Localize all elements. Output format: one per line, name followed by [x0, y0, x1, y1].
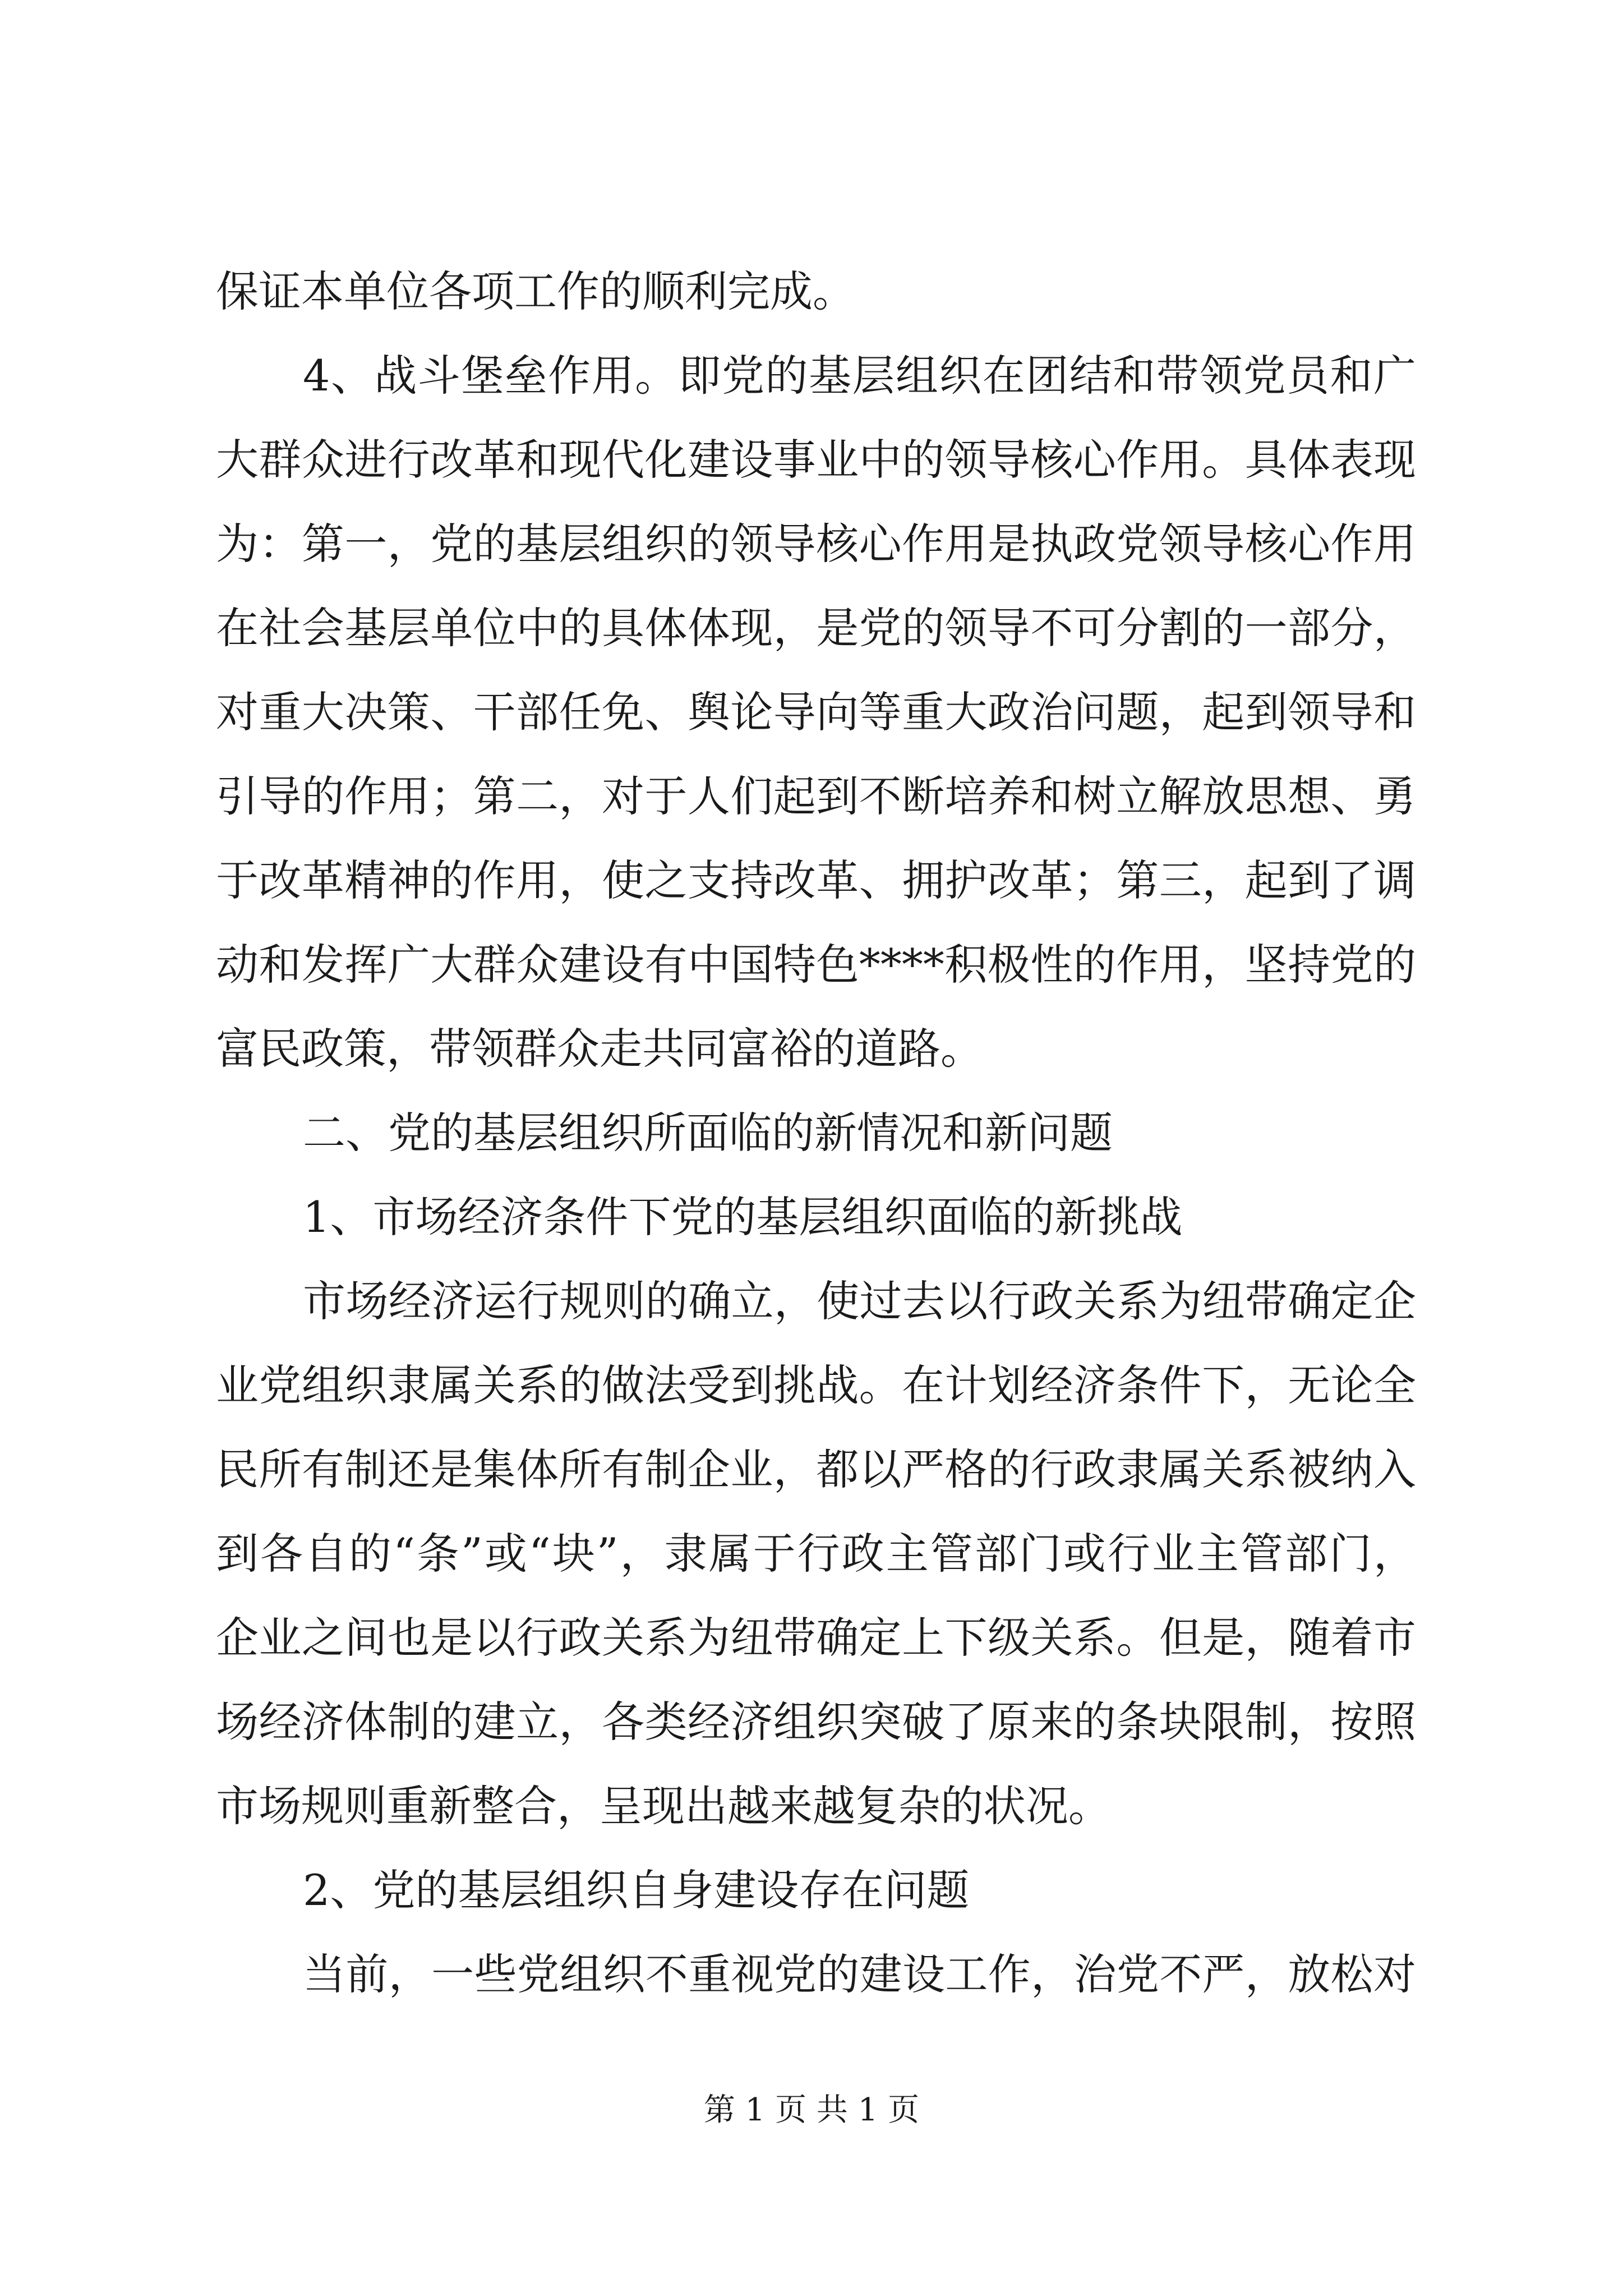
text-line: 保证本单位各项工作的顺利完成。: [216, 266, 855, 316]
text-line: 业党组织隶属关系的做法受到挑战。在计划经济条件下，无论全: [216, 1360, 1416, 1410]
page-footer: 第 1 页 共 1 页: [703, 2092, 920, 2128]
text-line: 引导的作用；第二，对于人们起到不断培养和树立解放思想、勇: [216, 771, 1416, 821]
subsection-heading: 2、党的基层组织自身建设存在问题: [303, 1865, 970, 1915]
text-line: 4、战斗堡垒作用。即党的基层组织在团结和带领党员和广: [303, 351, 1416, 401]
text-line: 动和发挥广大群众建设有中国特色****积极性的作用，坚持党的: [216, 940, 1416, 990]
text-line: 民所有制还是集体所有制企业，都以严格的行政隶属关系被纳入: [216, 1444, 1416, 1494]
text-line: 于改革精神的作用，使之支持改革、拥护改革；第三，起到了调: [216, 855, 1416, 905]
text-line: 场经济体制的建立，各类经济组织突破了原来的条块限制，按照: [216, 1697, 1416, 1747]
text-line: 到各自的“条”或“块”，隶属于行政主管部门或行业主管部门，: [216, 1529, 1416, 1579]
text-line: 企业之间也是以行政关系为纽带确定上下级关系。但是，随着市: [216, 1613, 1416, 1663]
subsection-heading: 1、市场经济条件下党的基层组织面临的新挑战: [303, 1192, 1183, 1242]
text-line: 在社会基层单位中的具体体现，是党的领导不可分割的一部分，: [216, 603, 1416, 653]
text-line: 市场经济运行规则的确立，使过去以行政关系为纽带确定企: [303, 1276, 1416, 1326]
text-line: 为：第一，党的基层组织的领导核心作用是执政党领导核心作用: [216, 519, 1416, 569]
section-heading: 二、党的基层组织所面临的新情况和新问题: [303, 1108, 1113, 1158]
text-line: 市场规则重新整合，呈现出越来越复杂的状况。: [216, 1781, 1111, 1831]
text-line: 大群众进行改革和现代化建设事业中的领导核心作用。具体表现: [216, 435, 1416, 485]
text-line: 富民政策，带领群众走共同富裕的道路。: [216, 1024, 983, 1074]
text-line: 当前，一些党组织不重视党的建设工作，治党不严，放松对: [303, 1949, 1416, 1999]
text-line: 对重大决策、干部任免、舆论导向等重大政治问题，起到领导和: [216, 687, 1416, 737]
